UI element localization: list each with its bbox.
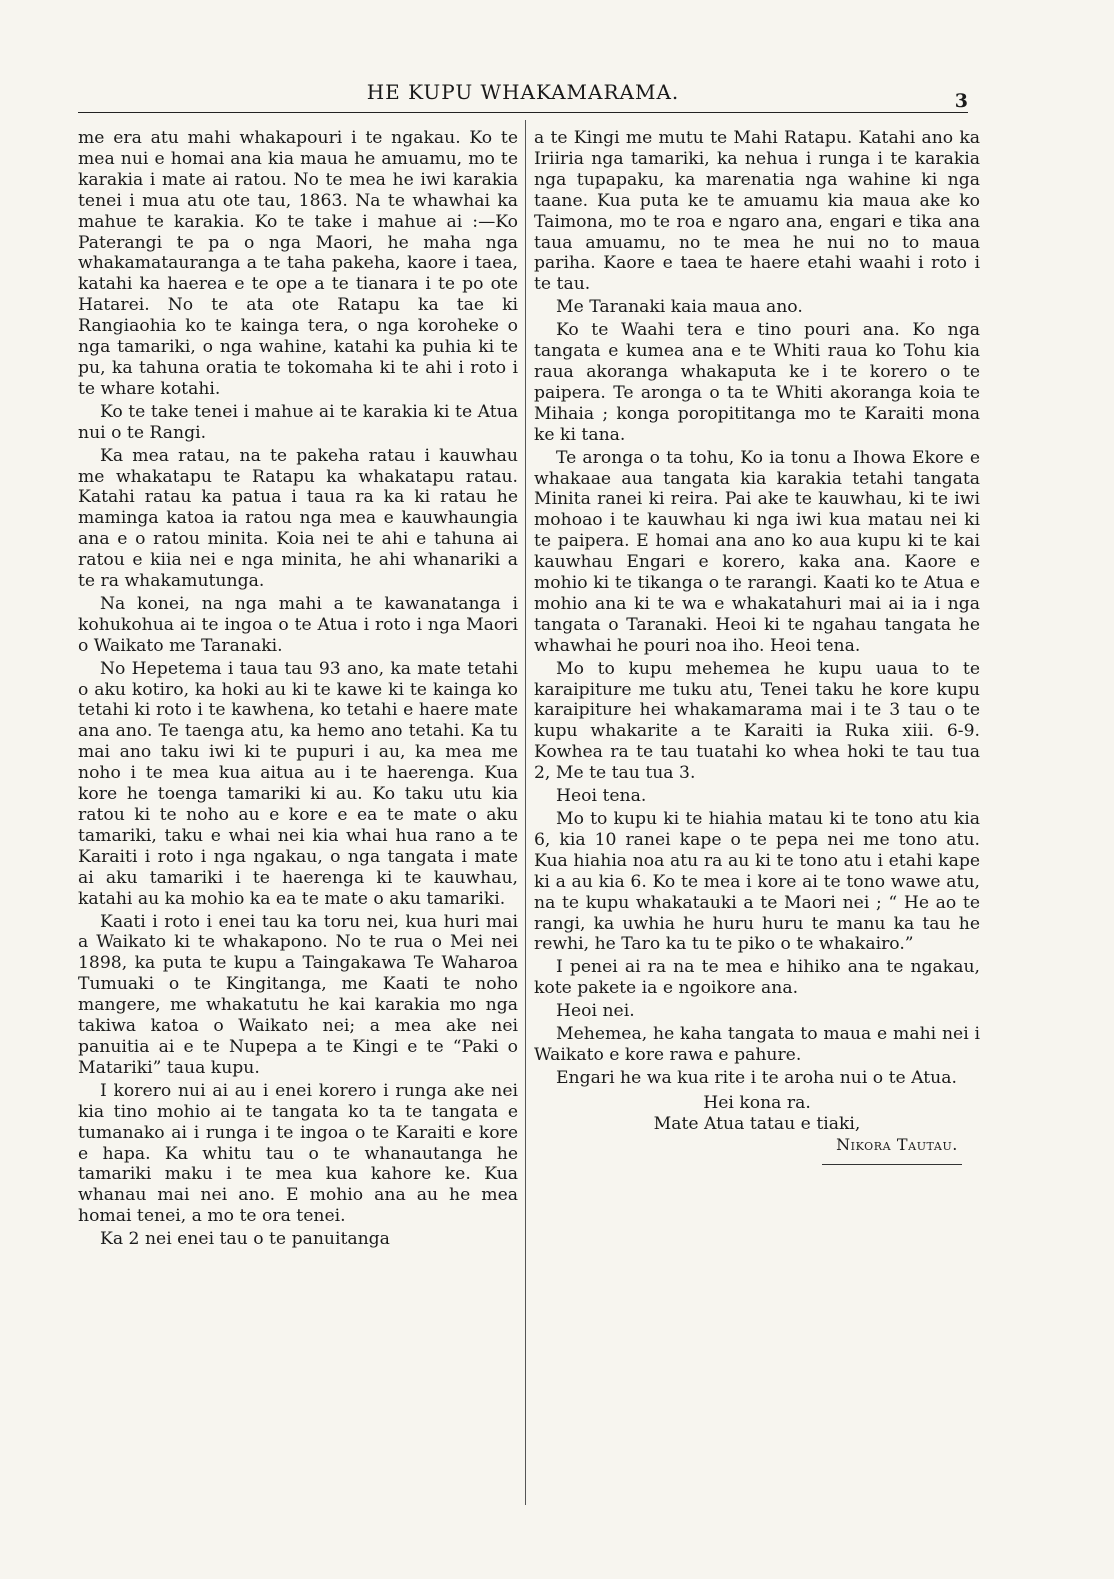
paragraph: Ka 2 nei enei tau o te panuitanga <box>100 1229 390 1250</box>
right-column <box>534 128 980 1165</box>
left-column <box>78 128 518 1252</box>
paragraph: Mo to kupu ki te hiahia matau ki te tono atu kia 6, kia 10 ranei kape o te pepa nei me tono atu. Kua hiahia noa atu ra au ki te tono atu i etahi kape ki a au kia 6. Ko te mea i kore ai te tono wawe atu, na te kupu whakatauki a te Maori nei ; “ He ao te rangi, ka uwhia he huru huru te manu ka tau he rewhi, he Taro ka tu te piko o te whakairo.” <box>534 809 980 955</box>
closing-line: Mate Atua tatau e tiaki, <box>653 1113 861 1134</box>
signature-rule <box>822 1164 962 1165</box>
paragraph: Mehemea, he kaha tangata to maua e mahi nei i Waikato e kore rawa e pahure. <box>534 1024 980 1065</box>
paragraph: Engari he wa kua rite i te aroha nui o te Atua. <box>556 1067 957 1088</box>
paragraph: Na konei, na nga mahi a te kawanatanga i kohukohua ai te ingoa o te Atua i roto i nga Maori o Waikato me Taranaki. <box>78 593 518 656</box>
paragraph: Te aronga o ta tohu, Ko ia tonu a Ihowa Ekore e whakaae aua tangata kia karakia tetahi tangata Minita ranei ki reira. Pai ake te kauwhau, ki te iwi mohoao i te kauwhau ki nga iwi kua matau nei ki te paipera. E homai ana ano ko aua kupu ki te kai kauwhau Engari e korero, kaka ana. Kaore e mohio ki te tikanga o te rarangi. Kaati ko te Atua e mohio ana ki te wa e whakatahuri mai ai ia i nga tangata o Taranaki. Heoi ki te ngahau tangata he whawhai he pouri noa iho. Heoi tena. <box>534 447 980 656</box>
header-rule <box>78 112 968 113</box>
paragraph: me era atu mahi whakapouri i te ngakau. Ko te mea nui e homai ana kia maua he amuamu, mo te karakia i mate ai ratou. No te mea he iwi karakia tenei i mua atu ote tau, 1863. Na te whawhai ka mahue te karakia. Ko te take i mahue ai :—Ko Paterangi te pa o nga Maori, he maha nga whakamatauranga a te taha pakeha, kaore i taea, katahi ka haerea e te ope a te tianara i te po ote Hatarei. No te ata ote Ratapu ka tae ki Rangiaohia ko te kainga tera, o nga koroheke o nga tamariki, o nga wahine, katahi ka puhia ki te pu, ka tahuna oratia te tokomaha ki te ahi i roto i te whare kotahi. <box>78 128 518 399</box>
paragraph: Heoi tena. <box>556 786 647 807</box>
page-number: 3 <box>954 90 968 112</box>
column-divider <box>525 120 526 1505</box>
paragraph: Ko te take tenei i mahue ai te karakia ki te Atua nui o te Rangi. <box>78 401 518 443</box>
paragraph: I korero nui ai au i enei korero i runga ake nei kia tino mohio ai te tangata ko ta te tangata e tumanako ai i runga i te ingoa o te Karaiti e kore e hapa. Ka whitu tau o te whanautanga he tamariki maku i te mea kua kahore ke. Kua whanau mai nei ano. E mohio ana au he mea homai tenei, a mo te ora tenei. <box>78 1080 518 1227</box>
running-title: HE KUPU WHAKAMARAMA. <box>366 80 680 104</box>
paragraph: Me Taranaki kaia maua ano. <box>556 297 803 318</box>
paragraph: Mo to kupu mehemea he kupu uaua to te karaipiture me tuku atu, Tenei taku he kore kupu karaipiture hei whakamarama mai i te 3 tau o te kupu whakarite a te Karaiti ia Ruka xiii. 6-9. Kowhea ra te tau tuatahi ko whea hoki te tau tua 2, Me te tau tua 3. <box>534 658 980 784</box>
closing-line: Hei kona ra. <box>703 1092 811 1113</box>
paragraph: a te Kingi me mutu te Mahi Ratapu. Katahi ano ka Iriiria nga tamariki, ka nehua i runga i te karakia nga tupapaku, ka marenatia nga wahine ki nga taane. Kua puta ke te amuamu kia maua ake ko Taimona, mo te roa e ngaro ana, engari e tika ana taua amuamu, no te mea he nui no to maua pariha. Kaore e taea te haere etahi waahi i roto i te tau. <box>534 128 980 295</box>
signoff <box>534 1093 980 1135</box>
paragraph: Ka mea ratau, na te pakeha ratau i kauwhau me whakatapu te Ratapu ka whakatapu ratau. Katahi ratau ka patua i taua ra ka ki ratau he maminga katoa ia ratou nga mea e kauwhaungia ana e o ratou minita. Koia nei te ahi e tahuna ai ratou e kiia nei e nga minita, he ahi whanariki a te ra whakamutunga. <box>78 445 518 592</box>
paragraph: Kaati i roto i enei tau ka toru nei, kua huri mai a Waikato ki te whakapono. No te rua o Mei nei 1898, ka puta te kupu a Taingakawa Te Waharoa Tumuaki o te Kingitanga, me Kaati te noho mangere, me whakatutu he kai karakia mo nga takiwa katoa o Waikato nei; a mea ake nei panuitia ai e te Nupepa a te Kingi e te “Paki o Matariki” taua kupu. <box>78 911 518 1078</box>
paragraph: I penei ai ra na te mea e hihiko ana te ngakau, kote pakete ia e ngoikore ana. <box>534 957 980 999</box>
paragraph: Ko te Waahi tera e tino pouri ana. Ko nga tangata e kumea ana e te Whiti raua ko Tohu kia raua akoranga whakaputa ke i te korero o te paipera. Te aronga o ta te Whiti akoranga koia te Mihaia ; konga poropititanga mo te Karaiti mona ke ki tana. <box>534 320 980 445</box>
paragraph: Heoi nei. <box>556 1001 635 1022</box>
signature: Nikora Tautau. <box>836 1134 958 1154</box>
paragraph: No Hepetema i taua tau 93 ano, ka mate tetahi o aku kotiro, ka hoki au ki te kawe ki te kainga ko tetahi ki roto i te kawhena, ko tetahi e haere mate ana ano. Te taenga atu, ka hemo ano tetahi. Ka tu mai ano taku iwi ki te pupuri i au, ka mea me noho i te mea kua aitua au i te haerenga. Kua kore he toenga tamariki ki au. Ko taku utu kia ratou ki te noho au e kore e ea te mate o aku tamariki, taku e whai nei kia whai hua rano a te Karaiti i roto i nga ngakau, o nga tangata i mate ai aku tamariki i te haerenga ki te kauwhau, katahi au ka mohio ka ea te mate o aku tamariki. <box>78 658 518 909</box>
